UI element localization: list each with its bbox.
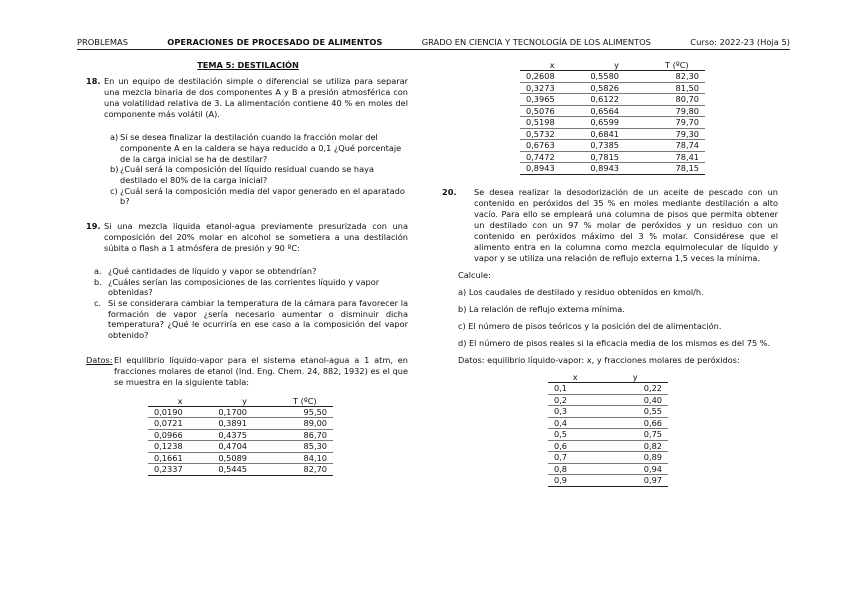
table-row	[148, 464, 333, 476]
table-cell: 0,3891	[212, 418, 276, 430]
table-cell: 0,5089	[212, 452, 276, 464]
header-degree: GRADO EN CIENCIA Y TECNOLOGÍA DE LOS ALIMENTOS	[421, 37, 651, 47]
table-cell: 79,80	[649, 105, 705, 117]
table-row	[520, 82, 705, 94]
table-cell: 78,41	[649, 151, 705, 163]
table-cell: 0,5445	[212, 464, 276, 476]
table-cell: 0,0966	[148, 429, 212, 441]
table-cell: 95,50	[277, 406, 333, 418]
table-cell: 0,4375	[212, 429, 276, 441]
table-row	[548, 429, 668, 441]
table-cell: 0,9	[548, 475, 602, 487]
table-cell: 0,6122	[584, 94, 648, 106]
table-cell: 0,6841	[584, 128, 648, 140]
table-row	[520, 105, 705, 117]
table-row	[548, 463, 668, 475]
table-cell: 84,10	[277, 452, 333, 464]
table-cell: 78,15	[649, 163, 705, 175]
table-row	[548, 452, 668, 464]
table-cell: 0,0190	[148, 406, 212, 418]
table-row	[148, 441, 333, 453]
part: a. ¿Qué cantidades de líquido y vapor se obtendrían?	[94, 266, 317, 277]
calc-item-a: a) Los caudales de destilado y residuo obtenidos en kmol/h.	[458, 287, 704, 297]
table-cell: 89,00	[277, 418, 333, 430]
header-label: PROBLEMAS	[77, 37, 128, 47]
table-cell: 0,8943	[520, 163, 584, 175]
table-cell: 0,6564	[584, 105, 648, 117]
part: b. ¿Cuáles serían las composiciones de las corrientes líquido y vapor obtenidas?	[94, 276, 380, 298]
part: a) Si se desea finalizar la destilación cuando la fracción molar del componente A en la caldera se haya reducido a 0,1 ¿Qué porcentaje de la carga inicial se ha de destilar?	[110, 132, 402, 164]
table-cell: 0,3965	[520, 94, 584, 106]
table-cell: 0,3273	[520, 82, 584, 94]
table-cell: 0,6	[548, 440, 602, 452]
table-cell: 0,40	[602, 394, 668, 406]
table-cell: 0,0721	[148, 418, 212, 430]
table-cell: 0,6763	[520, 140, 584, 152]
part: c. Si se considerara cambiar la temperatura de la cámara para favorecer la formación de vapor ¿sería necesario aumentar o disminuir dicha temperatura? ¿Qué le ocurriría en ese caso a la composición del vapor obtenido?	[94, 298, 408, 340]
calc-item-d: d) El número de pisos reales si la eficacia media de los mismos es del 75 %.	[458, 338, 771, 349]
problem-19	[88, 221, 408, 254]
col-header: y	[212, 396, 276, 407]
problem-18-parts	[88, 132, 408, 207]
table-cell: 0,82	[602, 440, 668, 452]
calc-item-b: b) La relación de reflujo externa mínima.	[458, 304, 625, 315]
table-row	[148, 452, 333, 464]
col-header: x	[548, 372, 602, 383]
table-cell: 78,74	[649, 140, 705, 152]
table-cell: 0,5198	[520, 117, 584, 129]
ethanol-water-table-part2	[520, 60, 705, 175]
problem-20-body	[458, 270, 778, 366]
table-cell: 0,66	[602, 417, 668, 429]
table-cell: 0,1700	[212, 406, 276, 418]
ethanol-water-table-part1	[148, 396, 333, 476]
table-cell: 0,8943	[584, 163, 648, 175]
table-row	[548, 406, 668, 418]
table-row	[148, 429, 333, 441]
table-cell: 0,1	[548, 383, 602, 395]
table-cell: 0,55	[602, 406, 668, 418]
table-row	[520, 94, 705, 106]
table-cell: 0,4	[548, 417, 602, 429]
table-cell: 0,5826	[584, 82, 648, 94]
table-cell: 79,30	[649, 128, 705, 140]
header-title: OPERACIONES DE PROCESADO DE ALIMENTOS	[167, 37, 383, 47]
table-cell: 0,1661	[148, 452, 212, 464]
table-cell: 80,70	[649, 94, 705, 106]
table-cell: 81,50	[649, 82, 705, 94]
table-row	[520, 128, 705, 140]
part: c) ¿Cuál será la composición media del vapor generado en el aparatado b?	[110, 185, 405, 207]
table-row	[548, 417, 668, 429]
table-cell: 0,2	[548, 394, 602, 406]
col-header: x	[520, 60, 584, 71]
table-cell: 0,7	[548, 452, 602, 464]
problem-text: En un equipo de destilación simple o diferencial se utiliza para separar una mezcla binaria de dos componentes A y B a presión atmosférica con una volatilidad relativa de 3. La alimentación contiene 40 % en moles del componente más volátil (A).	[104, 76, 408, 120]
data-note	[88, 355, 408, 388]
table-cell: 0,97	[602, 475, 668, 487]
table-cell: 86,70	[277, 429, 333, 441]
page-header	[77, 37, 790, 50]
peroxide-table	[548, 372, 668, 487]
table-row	[520, 117, 705, 129]
table-row	[148, 418, 333, 430]
problem-number: 20.	[442, 186, 457, 197]
table-row	[548, 440, 668, 452]
table-row	[520, 140, 705, 152]
table-cell: 0,89	[602, 452, 668, 464]
table-cell: 85,30	[277, 441, 333, 453]
table-cell: 0,5732	[520, 128, 584, 140]
table-cell: 0,7385	[584, 140, 648, 152]
table-cell: 0,22	[602, 383, 668, 395]
table-cell: 0,2608	[520, 71, 584, 83]
table-cell: 0,5076	[520, 105, 584, 117]
table-row	[520, 163, 705, 175]
table-row	[148, 406, 333, 418]
table-cell: 0,3	[548, 406, 602, 418]
left-column	[88, 60, 408, 476]
table-cell: 0,5580	[584, 71, 648, 83]
table-cell: 0,7472	[520, 151, 584, 163]
table-cell: 0,5	[548, 429, 602, 441]
table-row	[548, 383, 668, 395]
col-header: y	[584, 60, 648, 71]
topic-title: TEMA 5: DESTILACIÓN	[197, 60, 299, 70]
header-course: Curso: 2022-23 (Hoja 5)	[690, 37, 790, 47]
table-row	[548, 475, 668, 487]
table-row	[520, 71, 705, 83]
table-cell: 0,2337	[148, 464, 212, 476]
problem-18	[88, 76, 408, 120]
problem-number: 19.	[86, 220, 101, 231]
table-cell: 0,75	[602, 429, 668, 441]
col-header: T (ºC)	[277, 396, 333, 407]
col-header: T (ºC)	[649, 60, 705, 71]
table-row	[520, 151, 705, 163]
table-cell: 79,70	[649, 117, 705, 129]
table-cell: 0,6599	[584, 117, 648, 129]
data-label: Datos:	[86, 354, 113, 365]
problem-number: 18.	[86, 76, 101, 86]
problem-text: Se desea realizar la desodorización de un aceite de pescado con un contenido en peróxidos del 35 % en moles mediante destilación a alto vacío. Para ello se empleará una columna de pisos que permita obtener un destilado con un 97 % molar de peróxidos y un residuo con un contenido en peróxidos máximo del 3 % molar. Considérese que el alimento entra en la columna como mezcla equimolecular de líquido y vapor y se utiliza una relación de reflujo externa 1,5 veces la mínima.	[474, 186, 778, 263]
table-cell: 0,7815	[584, 151, 648, 163]
table-cell: 82,70	[277, 464, 333, 476]
col-header: x	[148, 396, 212, 407]
data-text: El equilibrio líquido-vapor para el sistema etanol-agua a 1 atm, en fracciones molares de etanol (Ind. Eng. Chem. 24, 882, 1932) es el que se muestra en la siguiente tabla:	[114, 354, 408, 387]
part: b) ¿Cuál será la composición del líquido residual cuando se haya destilado el 80% de la carga inicial?	[110, 164, 374, 185]
problem-20	[442, 186, 778, 264]
table-row	[548, 394, 668, 406]
problem-19-parts	[88, 266, 408, 341]
calc-label: Calcule:	[458, 269, 491, 280]
problem-text: Si una mezcla liquida etanol-agua previamente presurizada con una composición del 20% molar en alcohol se sometiera a una destilación súbita o flash a 1 atmósfera de presión y 90 ºC:	[104, 220, 408, 253]
table-cell: 0,1238	[148, 441, 212, 453]
table-cell: 0,94	[602, 463, 668, 475]
calc-item-c: c) El número de pisos teóricos y la posición del de alimentación.	[458, 321, 722, 332]
table-cell: 82,30	[649, 71, 705, 83]
table-cell: 0,8	[548, 463, 602, 475]
right-column	[442, 60, 778, 487]
col-header: y	[602, 372, 668, 383]
table-cell: 0,4704	[212, 441, 276, 453]
perox-data-text: Datos: equilibrio líquido-vapor: x, y fracciones molares de peróxidos:	[458, 355, 740, 366]
